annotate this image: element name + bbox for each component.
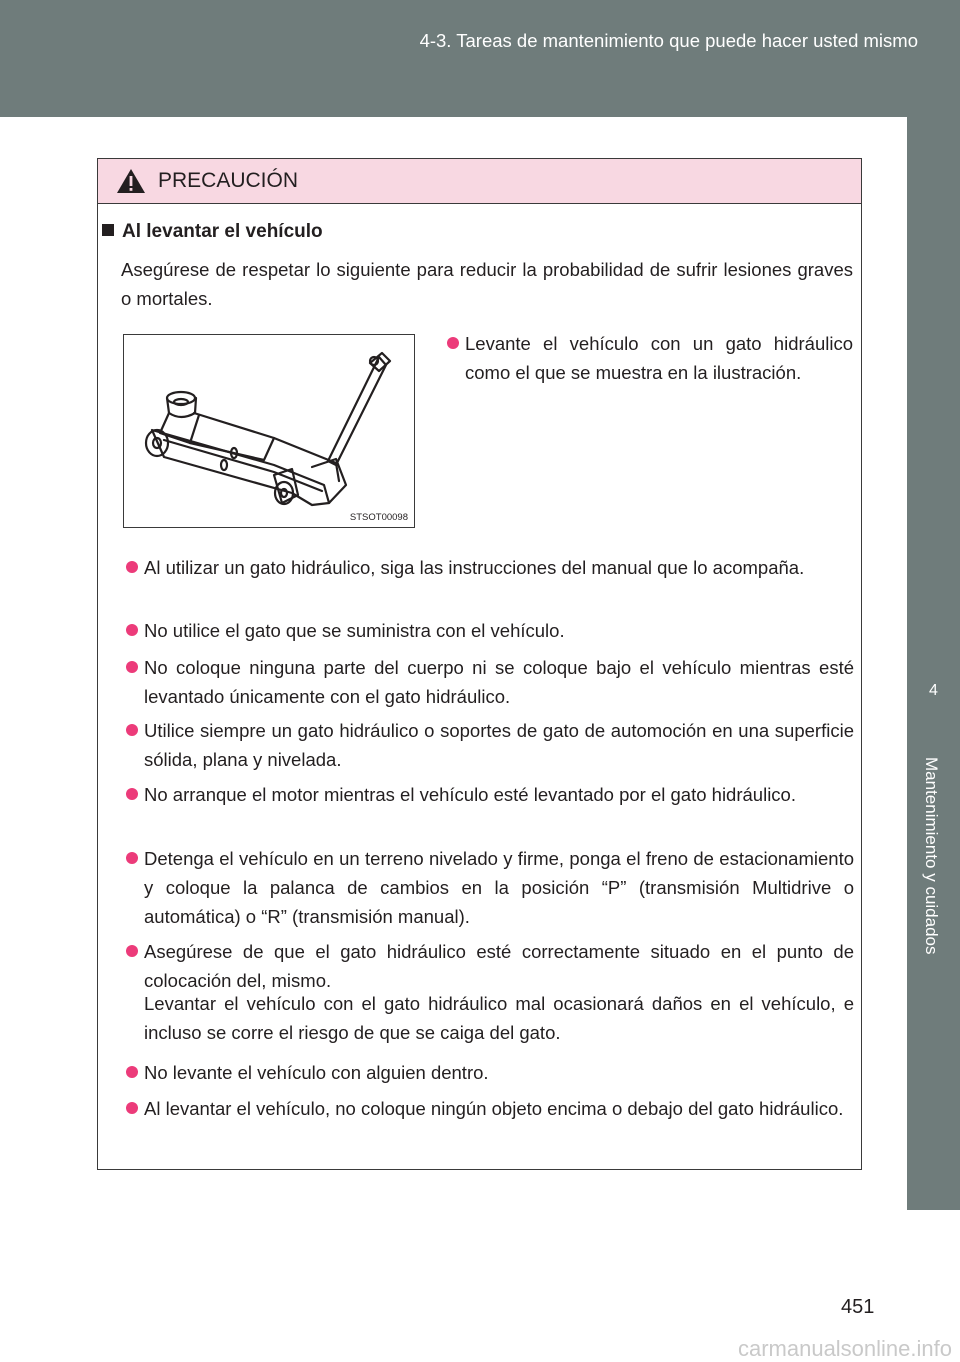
square-bullet-icon [102,224,114,236]
illustration-code: STSOT00098 [349,512,408,523]
hydraulic-jack-illustration [123,334,415,528]
bullet-dot-icon [126,788,138,800]
intro-text: Asegúrese de respetar lo siguiente para reducir la probabilidad de sufrir lesiones graves o mortales. [121,259,853,309]
chapter-label-text: Mantenimiento y cuidados [922,757,941,955]
bullet-dot-icon [126,561,138,573]
list-item: No levante el vehículo con alguien dentro. [126,1058,854,1087]
bullet-dot-icon [126,661,138,673]
page-number: 451 [841,1296,875,1318]
section-heading: 4-3. Tareas de mantenimiento que puede hacer usted mismo [419,30,918,51]
bullet-dot-icon [126,1102,138,1114]
warning-triangle-icon [116,168,146,194]
bullet-dot-icon [126,852,138,864]
list-item: No arranque el motor mientras el vehículo esté levantado por el gato hidráulico. [126,780,854,809]
list-item: No utilice el gato que se suministra con el vehículo. [126,616,854,645]
list-item: Al levantar el vehículo, no coloque ningún objeto encima o debajo del gato hidráulico. [126,1094,854,1123]
watermark [0,1336,960,1362]
bullet-dot-icon [126,1066,138,1078]
bullet-dot-icon [126,945,138,957]
intro-paragraph [121,255,853,313]
list-item: Levante el vehículo con un gato hidráulico como el que se muestra en la ilustración. [447,329,853,387]
list-item-continuation: Levantar el vehículo con el gato hidráulico mal ocasionará daños en el vehículo, e incluso se corre el riesgo de que se caiga del gato. [144,993,854,1043]
jack-drawing [124,335,414,527]
caution-header [98,159,861,204]
list-item: No coloque ninguna parte del cuerpo ni se coloque bajo el vehículo mientras esté levantado únicamente con el gato hidráulico. [126,653,854,711]
chapter-number: 4 [929,682,938,699]
bullet-dot-icon [126,724,138,736]
list-item: Detenga el vehículo en un terreno nivelado y firme, ponga el freno de estacionamiento y coloque la palanca de cambios en la posición “P” (transmisión Multidrive o automática) o “R” (transmisión manual). [126,844,854,931]
section-title [102,221,323,243]
list-item: Al utilizar un gato hidráulico, siga las instrucciones del manual que lo acompaña. [126,553,854,582]
list-item: Utilice siempre un gato hidráulico o soportes de gato de automoción en una superficie sólida, plana y nivelada. [126,716,854,774]
section-title-text: Al levantar el vehículo [122,221,323,242]
watermark-text: carmanualsonline.info [737,1336,952,1361]
page-header [0,0,960,117]
list-item: Asegúrese de que el gato hidráulico esté correctamente situado en el punto de colocación del, mismo. [126,937,854,995]
bullet-dot-icon [447,337,459,349]
caution-title: PRECAUCIÓN [158,169,299,192]
bullet-dot-icon [126,624,138,636]
chapter-label [907,745,960,1205]
